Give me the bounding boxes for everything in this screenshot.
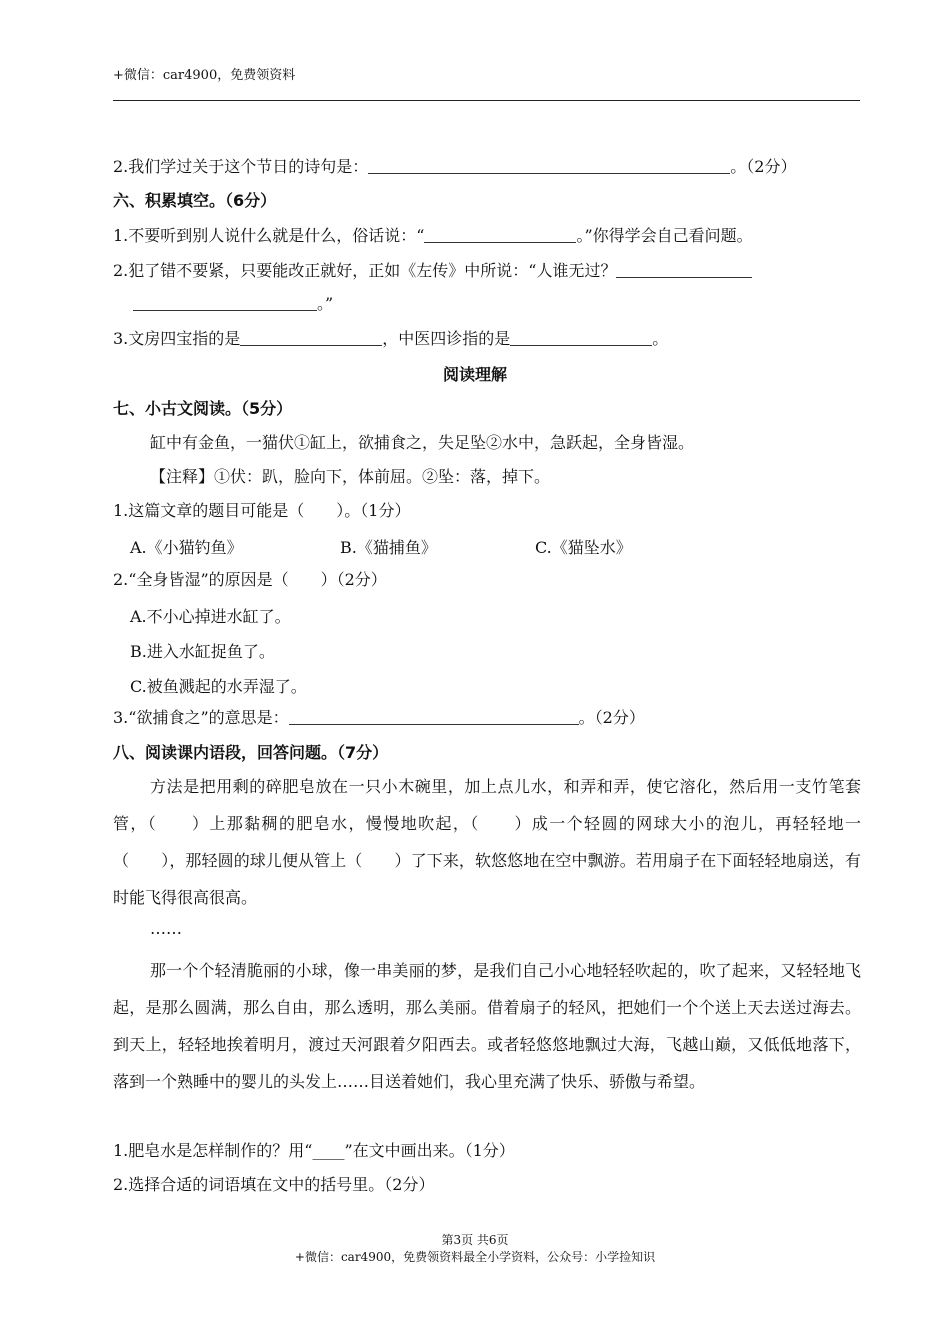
header-rule: [113, 100, 860, 101]
s8-q1: 1.肥皂水是怎样制作的？用“____”在文中画出来。（1分）: [113, 1141, 515, 1160]
s8-ellipsis: ……: [150, 919, 182, 938]
reading-title: 阅读理解: [442, 365, 507, 384]
s7-q1-option-c[interactable]: C.《猫坠水》: [535, 538, 632, 557]
s7-q3-end: 。（2分）: [578, 708, 645, 727]
header-watermark: +微信：car4900，免费领资料: [113, 68, 296, 83]
q5-2-blank[interactable]: [368, 157, 730, 174]
s6-q2-blank1[interactable]: [616, 261, 752, 278]
s7-q1: 1.这篇文章的题目可能是（ ）。（1分）: [113, 501, 411, 520]
s8-q2: 2.选择合适的词语填在文中的括号里。（2分）: [113, 1175, 435, 1194]
s6-q3-blank2[interactable]: [510, 329, 652, 346]
s6-q2-blank2[interactable]: [133, 294, 317, 311]
s6-q2-cont: [133, 293, 333, 315]
s6-q1-blank[interactable]: [424, 226, 576, 243]
page-number: 第3页 共6页: [441, 1233, 509, 1247]
q5-2-end: 。（2分）: [730, 157, 797, 176]
s6-q2-text: 2.犯了错不要紧，只要能改正就好，正如《左传》中所说：“人谁无过？: [113, 261, 617, 280]
s6-q3: [113, 328, 668, 350]
s7-q2-option-c[interactable]: C.被鱼溅起的水弄湿了。: [130, 677, 307, 696]
s6-q3-blank1[interactable]: [240, 329, 382, 346]
s7-q1-option-a[interactable]: A.《小猫钓鱼》: [130, 538, 243, 557]
s7-q1-option-b[interactable]: B.《猫捕鱼》: [340, 538, 437, 557]
s6-q1: [113, 225, 753, 247]
s7-note: 【注释】①伏：趴，脸向下，体前屈。②坠：落，掉下。: [150, 467, 551, 486]
section7-title: 七、小古文阅读。（5分）: [113, 399, 293, 418]
footer-watermark: +微信：car4900，免费领资料最全小学资料，公众号：小学捡知识: [294, 1250, 656, 1264]
s6-q3-text: 3.文房四宝指的是: [113, 329, 241, 348]
s6-q1-text: 1.不要听到别人说什么就是什么，俗话说：“: [113, 226, 425, 245]
q5-2: [113, 156, 796, 178]
s6-q1-end: 。”你得学会自己看问题。: [576, 226, 753, 245]
s8-paragraph-2: 那一个个轻清脆丽的小球，像一串美丽的梦，是我们自己小心地轻轻吹起的，吹了起来，又轻轻地飞起，是那么圆满，那么自由，那么透明，那么美丽。借着扇子的轻风，把她们一个个送上天去送过海去。到天上，轻轻地挨着明月，渡过天河跟着夕阳西去。或者轻悠悠地飘过大海，飞越山巅，又低低地落下，落到一个熟睡中的婴儿的头发上……目送着她们，我心里充满了快乐、骄傲与希望。: [113, 961, 861, 1091]
s6-q2: [113, 260, 752, 282]
section6-title: 六、积累填空。（6分）: [113, 191, 277, 210]
s6-q3-mid: ，中医四诊指的是: [382, 329, 511, 348]
s8-paragraph-1: 方法是把用剩的碎肥皂放在一只小木碗里，加上点儿水，和弄和弄，使它溶化，然后用一支竹笔套管，（ ）上那黏稠的肥皂水，慢慢地吹起，（ ）成一个轻圆的网球大小的泡儿，再轻轻地一（ ），那轻圆的球儿便从管上（ ）了下来，软悠悠地在空中飘游。若用扇子在下面轻轻地扇送，有时能飞得很高很高。: [113, 777, 861, 907]
s7-text: 缸中有金鱼，一猫伏①缸上，欲捕食之，失足坠②水中，急跃起，全身皆湿。: [150, 433, 695, 452]
q5-2-text: 2.我们学过关于这个节日的诗句是：: [113, 157, 369, 176]
s7-q3-blank[interactable]: [289, 708, 579, 725]
s7-q3-text: 3.“欲捕食之”的意思是：: [113, 708, 289, 727]
s6-q3-end: 。: [652, 329, 669, 348]
s7-q2-option-a[interactable]: A.不小心掉进水缸了。: [130, 607, 291, 626]
section8-title: 八、阅读课内语段，回答问题。（7分）: [113, 743, 389, 762]
s7-q3: [113, 707, 645, 729]
s6-q2-end: 。”: [317, 294, 334, 313]
s7-q2: 2.“全身皆湿”的原因是（ ）（2分）: [113, 570, 387, 589]
s7-q2-option-b[interactable]: B.进入水缸捉鱼了。: [130, 642, 275, 661]
